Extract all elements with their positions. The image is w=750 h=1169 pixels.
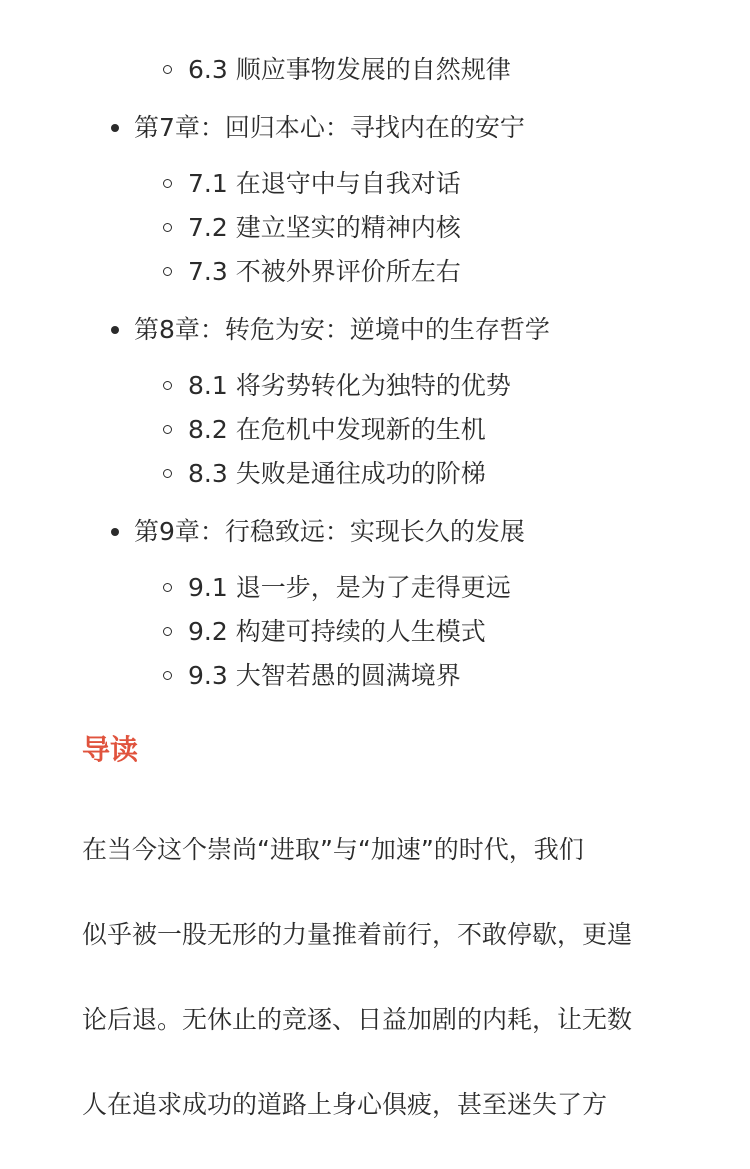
hollow-bullet-icon <box>163 65 172 74</box>
toc-section-label: 7.2 建立坚实的精神内核 <box>188 213 461 242</box>
toc-section-label: 6.3 顺应事物发展的自然规律 <box>188 55 511 84</box>
toc-section-label: 8.2 在危机中发现新的生机 <box>188 415 486 444</box>
toc-chapter-label: 第8章：转危为安：逆境中的生存哲学 <box>134 315 550 344</box>
hollow-bullet-icon <box>163 671 172 680</box>
hollow-bullet-icon <box>163 469 172 478</box>
intro-heading: 导读 <box>82 733 139 766</box>
toc-section-label: 8.3 失败是通往成功的阶梯 <box>188 459 486 488</box>
intro-line: 在当今这个崇尚“进取”与“加速”的时代，我们 <box>82 834 584 864</box>
filled-bullet-icon <box>111 326 119 334</box>
hollow-bullet-icon <box>163 381 172 390</box>
intro-paragraph <box>82 786 672 1169</box>
hollow-bullet-icon <box>163 223 172 232</box>
hollow-bullet-icon <box>163 179 172 188</box>
filled-bullet-icon <box>111 528 119 536</box>
hollow-bullet-icon <box>163 583 172 592</box>
toc-section-label: 7.1 在退守中与自我对话 <box>188 169 461 198</box>
toc-section-label: 9.2 构建可持续的人生模式 <box>188 617 486 646</box>
hollow-bullet-icon <box>163 627 172 636</box>
toc-chapter-label: 第7章：回归本心：寻找内在的安宁 <box>134 113 525 142</box>
intro-line: 论后退。无休止的竞逐、日益加剧的内耗，让无数 <box>82 1004 633 1034</box>
toc-section-label: 7.3 不被外界评价所左右 <box>188 257 461 286</box>
hollow-bullet-icon <box>163 267 172 276</box>
toc-chapter-label: 第9章：行稳致远：实现长久的发展 <box>134 517 525 546</box>
intro-line: 人在追求成功的道路上身心俱疲，甚至迷失了方 <box>82 1089 608 1119</box>
toc-section-label: 9.1 退一步，是为了走得更远 <box>188 573 511 602</box>
toc-section-label: 8.1 将劣势转化为独特的优势 <box>188 371 511 400</box>
filled-bullet-icon <box>111 124 119 132</box>
hollow-bullet-icon <box>163 425 172 434</box>
toc-section-label: 9.3 大智若愚的圆满境界 <box>188 661 461 690</box>
intro-line: 似乎被一股无形的力量推着前行，不敢停歇，更遑 <box>82 919 633 949</box>
